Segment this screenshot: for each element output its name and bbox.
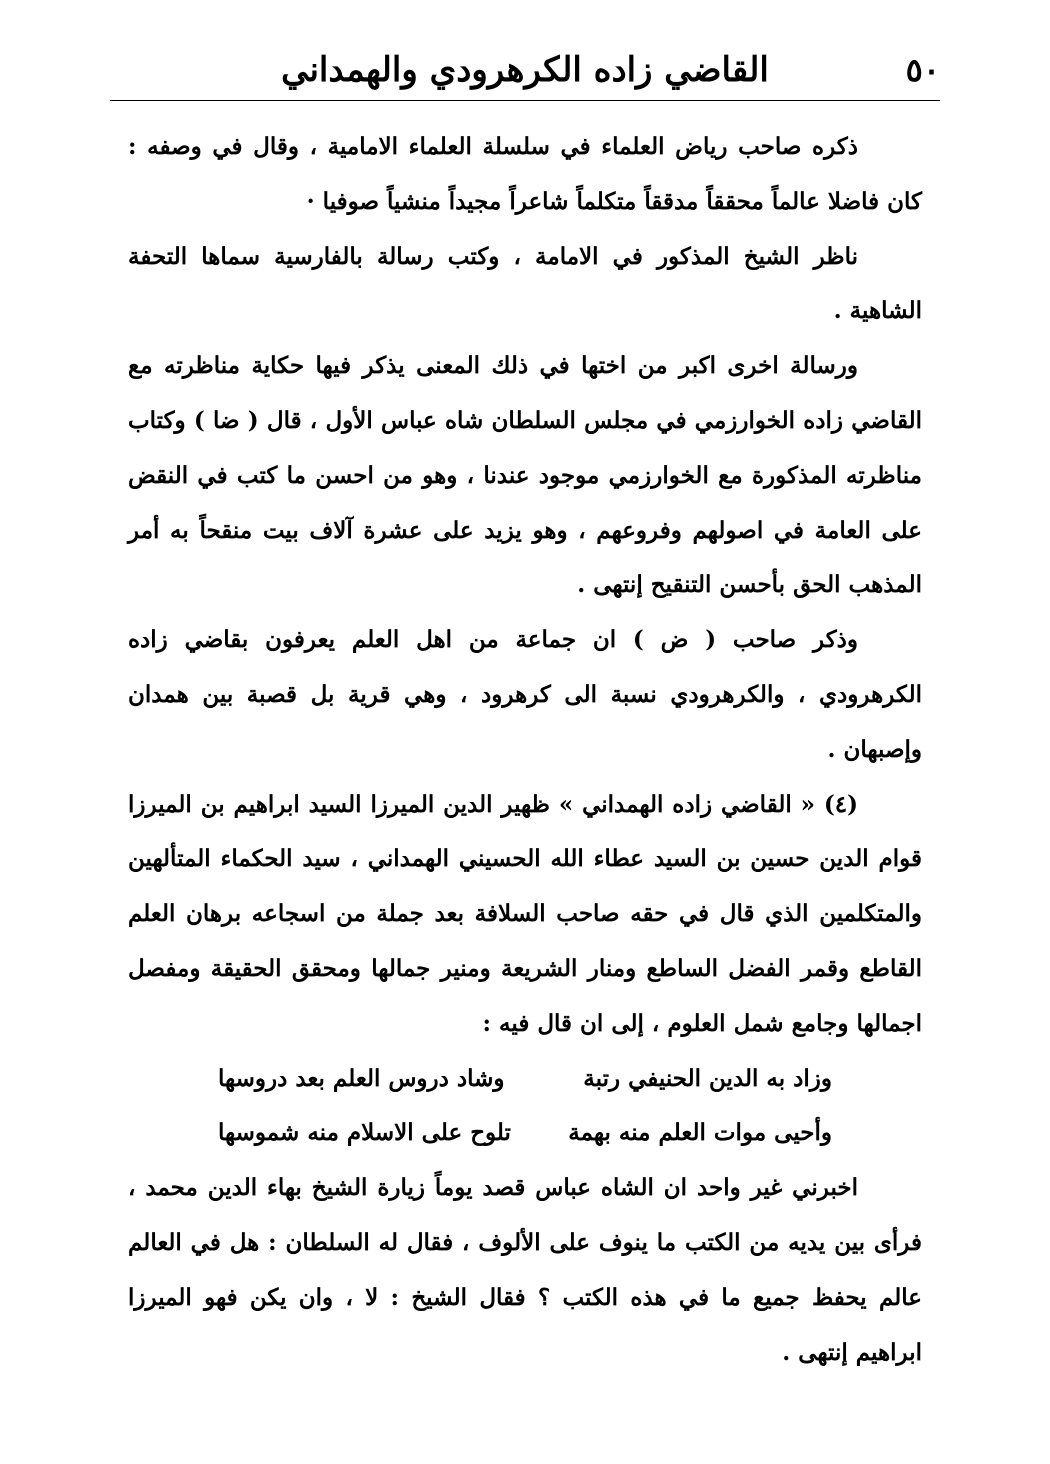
verse-line	[218, 1052, 832, 1107]
paragraph-tuhfa: ناظر الشيخ المذكور في الامامة ، وكتب رسالة بالفارسية سماها التحفة الشاهية .	[128, 242, 922, 325]
verse-first-hemistich: وأحيى موات العلم منه بهمة	[568, 1119, 832, 1147]
verse-first-hemistich: وزاد به الدين الحنيفي رتبة	[583, 1064, 832, 1092]
verse-second-hemistich: تلوح على الاسلام منه شموسها	[218, 1119, 511, 1147]
paragraph-munazara: ورسالة اخرى اكبر من اختها في ذلك المعنى يذكر فيها حكاية مناظرته مع القاضي زاده الخوارزمي في مجلس السلطان شاه عباس الأول ، قال ( ضا ) وكتاب مناظرته المذكورة مع الخوارزمي موجود عندنا ، وهو من احسن ما كتب في النقض على العامة في اصولهم وفروعهم ، وهو يزيد على عشرة آلاف بيت منقحاً به أمر المذهب الحق بأحسن التنقيح إنتهى .	[128, 352, 922, 599]
verse-second-hemistich: وشاد دروس العلم بعد دروسها	[218, 1064, 505, 1092]
poem	[128, 1052, 922, 1162]
verse-line	[218, 1106, 832, 1161]
paragraph-karahrudi: وذكر صاحب ( ض ) ان جماعة من اهل العلم يعرفون بقاضي زاده الكرهرودي ، والكرهرودي نسبة الى كرهرود ، وهي قرية بل قصبة بين همدان وإصبهان .	[128, 626, 922, 763]
paragraph-entry-4: (٤) « القاضي زاده الهمداني » ظهير الدين الميرزا السيد ابراهيم بن الميرزا قوام الدين حسين بن السيد عطاء الله الحسيني الهمداني ، سيد الحكماء المتألهين والمتكلمين الذي قال في حقه صاحب السلافة بعد جملة من اسجاعه برهان العلم القاطع وقمر الفضل الساطع ومنار الشريعة ومنير جمالها ومحقق الحقيقة ومفصل اجمالها وجامع شمل العلوم ، إلى ان قال فيه :	[128, 790, 922, 1037]
page-header	[110, 44, 940, 96]
header-rule	[110, 100, 940, 101]
paragraph-closing-anecdote: اخبرني غير واحد ان الشاه عباس قصد يوماً زيارة الشيخ بهاء الدين محمد ، فرأى بين يديه من الكتب ما ينوف على الألوف ، فقال له السلطان : هل في العالم عالم يحفظ جميع ما في هذه الكتب ؟ فقال الشيخ : لا ، وان يكن فهو الميرزا ابراهيم إنتهى .	[128, 1174, 922, 1366]
page-number: ٥٠	[905, 51, 940, 89]
page-body	[128, 120, 922, 1380]
running-title: القاضي زاده الكرهرودي والهمداني	[281, 50, 769, 90]
paragraph-riyad-quote: ذكره صاحب رياض العلماء في سلسلة العلماء الامامية ، وقال في وصفه : كان فاضلا عالماً محققاً مدققاً متكلماً شاعراً مجيداً منشياً صوفيا ·	[128, 133, 922, 215]
